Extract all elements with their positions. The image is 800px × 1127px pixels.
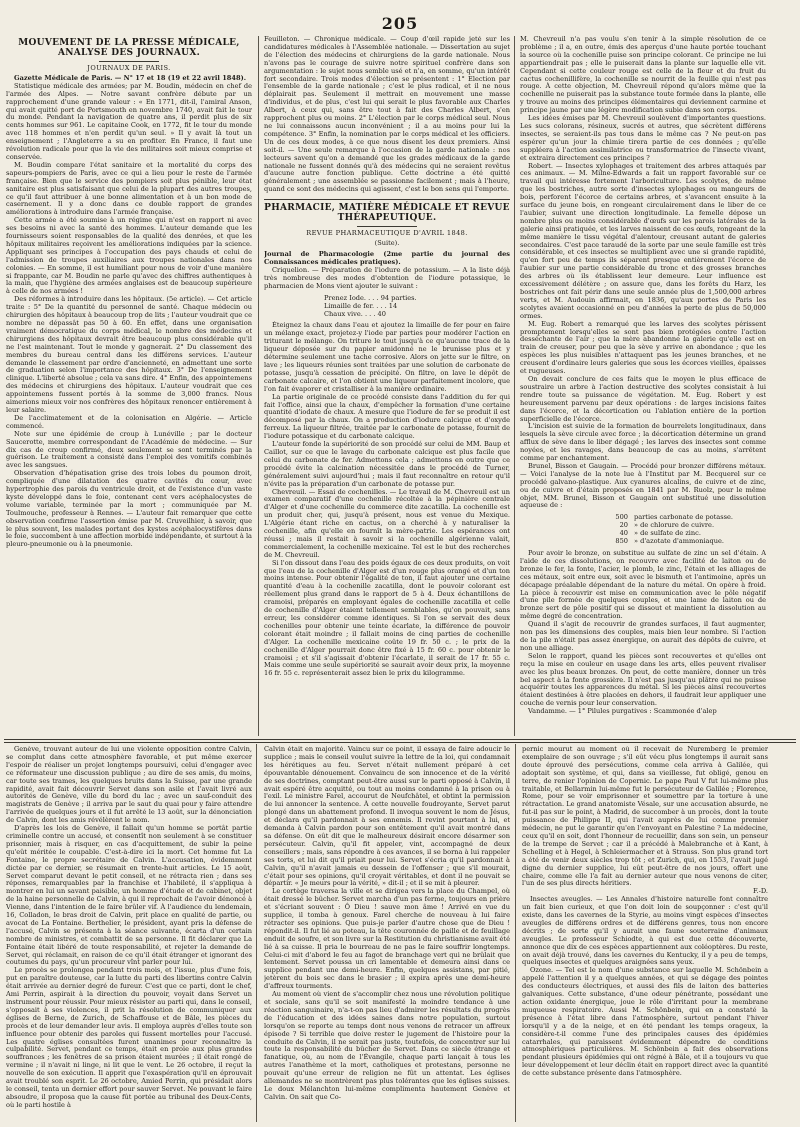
- press-column-2: [264, 36, 510, 736]
- pharmacie-paragraph: L'auteur fonde la supériorité de son procédé sur celui de MM. Baup et Caillot, sur ce que le lavage du carbonate calcique est plus facile que celui du carbonate de fer. Admettons cela ; admettons en outre que ce procédé évite la calcination nécessitée dans le procédé de Turner, généralement suivi aujourd'hui ; mais il faut reconnaître en retour qu'il n'évite pas la préparation d'un carbonate de potasse pur.: [264, 440, 510, 488]
- press-paragraph: Observation d'hépatisation grise des trois lobes du poumon droit, compliquée d'une dilatation des quatre cavités du cœur, avec hypertrophie des parois du ventricule droit, et de l'existence d'un vaste kyste développé dans le foie, contenant cent vers acéphalocystes de volume variable, terminée par la mort ; communiquée par M. Toulmouche, professeur à Rennes. — L'auteur fait remarquer que cette observation confirme l'assertion émise par M. Cruveilhier, à savoir, que le plus souvent, les malades portant des kystes acéphalocystifères dans le foie, succombent à une affection morbide indépendante, et surtout à la pleuro-pneumonie ou à la pneumonie.: [6, 469, 252, 549]
- lower-paragraph: Insectes aveugles. — Les Annales d'histoire naturelle font connaître un fait bien curieux, et que l'on doit loin de soupçonner : c'est qu'il existe, dans les cavernes de la Styrie, au moins vingt espèces d'insectes aveugles de différens ordres et de différens genres, tous non encore décrits ; de sorte qu'il y aurait une faune souterraine d'animaux aveugles. Le professeur Schiodte, à qui est due cette découverte, annonce que dix de ces espèces appartiennent aux coléoptères. Du reste, on avait déjà trouvé, dans les cavernes du Kentucky, il y a peu de temps, quelques insectes et quelques araignées sans yeux.: [522, 895, 768, 967]
- section-rule: [264, 199, 510, 200]
- feuilleton-rule: [4, 739, 796, 740]
- pharmacie-paragraph: Chevreuil. — Essai de cochenilles. — Le travail de M. Chevreuil est un examen comparatif d'une cochenille récoltée à la pépinière centrale d'Alger et d'une cochenille du commerce dite zacatilla. La cochenille est un produit cher, qui, jusqu'à présent, nous est venue du Mexique. L'Algérie étant riche en cactus, on a cherché à y naturaliser la cochenille, afin qu'elle en fournît la mère-patrie. Les espérances ont réussi ; mais il restait à savoir si la cochenille algérienne valait, commercialement, la cochenille mexicaine. Tel est le but des recherches de M. Chevreuil.: [264, 487, 510, 559]
- press-paragraph: Note sur une épidémie de croup à Lunéville ; par le docteur Saucerotte, membre correspondant de l'Académie de médecine. — Sur dix cas de croup confirmé, deux seulement se sont terminés par la guérison. Le traitement a consisté dans l'emploi des vomitifs combinés avec les sangsues.: [6, 429, 252, 470]
- formula-line: 850 » d'azotate d'ammoniaque.: [615, 537, 724, 546]
- press-paragraph: Des réformes à introduire dans les hôpitaux. (5e article). — Cet article traite : 5° De la quantité du personnel de santé. Chaque médecin ou chirurgien des hôpitaux à beaucoup trop de lits ; l'auteur voudrait que ce nombre ne dépassât pas 50 à 60. En effet, dans une organisation vraiment démocratique du corps médical, le nombre des médecins et chirurgiens des hôpitaux devrait être beaucoup plus considérable qu'il ne l'est maintenant. Tout le monde y gagnerait. 2° Du classement des membres du bureau central dans les différens services. L'auteur demande le classement par ordre d'ancienneté, en admettant une sorte de graduation selon l'importance des hôpitaux. 3° De l'enseignement clinique. L'liberté absolue ; cela va sans dire. 4° Enfin, des appointemens des médecins et chirurgiens des hôpitaux. L'auteur voudrait que ces appointemens fussent portés à la somme de 3,000 francs. Nous aimerions mieux voir nos confrères des hôpitaux renoncer entièrement à leur salaire.: [6, 295, 252, 414]
- journal-lead: Journal de Pharmacologie (2me partie du journal des Connaissances médicales pratiques).: [264, 249, 510, 266]
- pharmacie-intro: Criquelion. — Préparation de l'iodure de potassium. — A la liste déjà très nombreuse des modes d'obtention de l'iodure potassique, le pharmacien de Mons vient ajouter le suivant :: [264, 265, 510, 290]
- recipe-line: Limaille de fer. . . . 14: [324, 302, 398, 311]
- press-paragraph: M. Boudin compare l'état sanitaire et la mortalité du corps des sapeurs-pompiers de Paris, avec ce qui a lieu pour le reste de l'armée française. Bien que le service des pompiers soit plus pénible, leur état sanitaire est plus satisfaisant que celui de la plupart des autres troupes, ce qu'il faut attribuer à une bonne alimentation et à un bon mode de casernement. Il y a donc dans ce double rapport de grandes améliorations à introduire dans l'armée française.: [6, 160, 252, 217]
- lower-column-1: [6, 746, 252, 1122]
- recipe-line: Chaux vive. . . . 40: [324, 310, 386, 319]
- column-rule: [515, 744, 516, 1122]
- lower-paragraph: Le cortège traversa la ville et se dirigea vers la place du Champel, où était dressé le bûcher. Servet marcha d'un pas ferme, toujours en prière et s'écriant souvent : Ô Dieu ! sauve mon âme ! Arrivé en vue du supplice, il tomba à genoux. Farel cherche de nouveau à lui faire rétracter ses opinions. Que puis-je parler d'autre chose que de Dieu ! répondit-il. Il fut lié au poteau, la tête couronnée de paille et de feuillage enduit de soufre, et son livre sur la Restitution du christianisme avait été lié à sa cuisse. Il pria le bourreau de ne pas le faire souffrir longtemps. Celui-ci mit d'abord le feu au fagot de branchage vert qui ne brûlait que lentement. Servet poussa un cri lamentable et demeura ainsi dans ce supplice pendant une demi-heure. Enfin, quelques assistans, par pitié, jetèrent du bois sec dans le brasier ; il expira après une demi-heure d'affreux tourments.: [264, 887, 510, 991]
- pharmacie-paragraph: Selon le rapport, quand les pièces sont recouvertes et qu'elles ont reçu la mise en couleur en usage dans les arts, elles peuvent rivaliser avec les plus beaux bronzes. On peut, de cette manière, donner un très bel aspect à la fonte grossière. Il n'est pas jusqu'au plâtre qui ne puisse acquérir toutes les apparences du métal. Si les pièces ainsi recouvertes étaient destinées à être placées en dehors, il faudrait leur appliquer une couche de vernis pour leur conservation.: [520, 651, 766, 708]
- pharmacie-subtitle: REVUE PHARMACEUTIQUE D'AVRIL 1848.: [306, 229, 468, 238]
- press-section-title: MOUVEMENT DE LA PRESSE MÉDICALE, ANALYSE DES JOURNAUX.: [18, 38, 240, 58]
- pharmacie-paragraph: Pour avoir le bronze, on substitue au sulfate de zinc un sel d'étain. A l'aide de ces dissolutions, on recouvre avec facilité de laiton ou de bronze le fer, la fonte, l'acier, le plomb, le zinc, l'étain et les alliages de ces métaux, soit entre eux, soit avec le bismuth et l'antimoine, après un décapage préalable dépendant de la nature du métal. On opère à froid. La pièce à recouvrir est mise en communication avec le pôle négatif d'une pile formée de quelques couples, et une lame de laiton ou de bronze sert de pôle positif qui se dissout et maintient la dissolution au même degré de concentration.: [520, 549, 766, 621]
- formula-line: 500 parties carbonate de potasse.: [615, 513, 733, 522]
- press-paragraph: Feuilleton. — Chronique médicale. — Coup d'œil rapide jeté sur les candidatures médicales à l'Assemblée nationale. — Dissertation au sujet de l'élection des médecins et chirurgiens de la garde nationale. Nous n'avons pas le courage de suivre notre spirituel confrère dans son argumentation : le sujet nous semble usé et n'a, en somme, qu'un intérêt fort secondaire. Trois modes d'élection se présentent : 1° Election par l'ensemble de la garde nationale ; c'est le plus radical, et il ne nous déplairait pas. Seulement il mettrait en mouvement une masse d'individus, et de plus, c'est lui qui serait le plus favorable aux Charles Albert, à ceux qui, sans être tout à fait des Charles Albert, s'en rapprochent plus ou moins. 2° L'élection par le corps médical seul. Nous ne lui connaissons aucun inconvénient ; il a au moins pour lui la compétence. 3° Enfin, la nomination par le corps médical et les officiers. Un de ces deux modes, à ce que nous disent les deux premiers. Ainsi soit-il. — Une seule remarque à l'occasion de la garde nationale : nos lecteurs savent qu'on a demandé que les grades médicaux de la garde nationale ne fussent donnés qu'à des médecins qui ne seraient revêtus d'aucune autre fonction publique. Cette doctrine a été quitté généralement ; une assemblée se passionne facilement ; mais à l'heure, quand ce sont des médecins qui agissent, c'est le bon sens qui l'emporte.: [264, 36, 510, 194]
- gazette-lead: Gazette Médicale de Paris. — N° 17 et 18 (19 et 22 avril 1848).: [14, 73, 246, 82]
- pharmacie-paragraph: Brunel, Bisson et Gaugain. — Procédé pour bronzer différens métaux. — Voici l'analyse de la note lue à l'Institut par M. Becquerel sur ce procédé galvano-plastique. Aux cyanures alcalins, de cuivre et de zinc, ou de cuivre et d'étain proposés en 1841 par M. Ruolz, pour le même objet, MM. Brunel, Bisson et Gaugain ont substitué une dissolution aqueuse de :: [520, 461, 766, 510]
- title-rule: [99, 61, 159, 62]
- lower-paragraph: Calvin était en majorité. Vaincu sur ce point, il essaya de faire adoucir le supplice ; mais le conseil voulut suivre la lettre de la loi, qui condamnait les hérétiques au feu. Servet n'était nullement préparé à cet épouvantable dénouement. Convaincu de son innocence et de la vérité de ses doctrines, comptant peut-être aussi sur le parti opposé à Calvin, il avait espéré être acquitté, ou tout au moins condamné à la prison ou à l'exil. Le ministre Farel, accourut de Neufchâtel, et obtint la permission de lui annoncer la sentence. À cette nouvelle foudroyante, Servet parut plongé dans un abattement profond. Il invoqua souvent le nom de Jésus, et déclara qu'il pardonnait à ses ennemis. Il revint pourtant à lui, et demanda à Calvin pardon pour son entêtement qu'il avait montré dans sa défense. On eût dit que le malheureux désirait encore désarmer son persécuteur. Calvin, qu'il fit appeler, vint, accompagné de deux conseillers ; mais, sans répondre à ces avances, il se borna à lui rappeler ses torts, et lui dit qu'il priait pour lui. Servet s'écria qu'il pardonnait à Calvin, qu'il n'avait jamais eu dessein de l'offenser ; que s'il mourait, c'était pour ses opinions, qu'il croyait véritables, et dont il ne pouvait se départir. « Je meurs pour la vérité, » dit-il ; et il se mit à pleurer.: [264, 746, 510, 888]
- pharmacie-paragraph: M. Chevreuil n'a pas voulu s'en tenir à la simple résolution de ce problème ; il a, en outre, émis des aperçus d'une haute portée touchant la source où la cochenille puise son principe colorant. Ce principe ne lui appartiendrait pas ; elle le puiserait dans la plante sur laquelle elle vit. Cependant si cette couleur rouge est celle de la fleur et du fruit du cactus cochenillifère, la cochenille se nourrit de la feuille qui n'est pas rouge. À cette objection, M. Chevreuil répond qu'alors même que la cochenille ne puiserait pas la substance toute formée dans la plante, elle y trouve au moins des principes élémentaires qui deviennent carmine et principe jaune par une légère modification subie dans son corps.: [520, 36, 766, 115]
- pharmacie-paragraph: L'incision est suivie de la formation de bourrelets longitudinaux, dans lesquels la sève circule avec force ; la décortication détermine un grand afflux de sève dans le liber dégagé ; les larves des insectes sont comme noyées, et les ravages, dans beaucoup de cas au moins, s'arrêtent comme par enchantement.: [520, 422, 766, 463]
- title-rule: [357, 226, 417, 227]
- pharmacie-subtitle-suite: (Suite).: [374, 239, 400, 248]
- recipe-list: [324, 294, 510, 318]
- pharmacie-paragraph: Quand il s'agit de recouvrir de grandes surfaces, il faut augmenter, non pas les dimensions des couples, mais bien leur nombre. Si l'action de la pile n'était pas assez énergique, on aurait des dépôts de cuivre, et non une alliage.: [520, 620, 766, 652]
- pharmacie-paragraph: Vandamme. — 1° Pilules purgatives : Scammonée d'alep: [528, 707, 717, 716]
- lower-column-3: [522, 746, 768, 1122]
- press-paragraph: Cette armée a été soumise à un régime qui n'est en rapport ni avec ses besoins ni avec la santé des hommes. L'auteur demande que les fournisseurs soient responsables de la qualité des denrées, et que les hôpitaux militaires reçoivent les améliorations indiquées par la science. Appliquant ses principes à l'occupation des pays chauds et celui de l'admission de troupes auxiliaires aux troupes nationales dans nos colonies. — En somme, il est humiliant pour nous de voir d'une manière si frappante, car M. Boudin ne parle qu'avec des chiffres authentiques à la main, que l'hygiène des armées anglaises est de beaucoup supérieure à celle de nos armées !: [6, 216, 252, 296]
- pharmacie-paragraph: Éteignez la chaux dans l'eau et ajoutez la limaille de fer pour en faire un mélange exact, projetez-y l'iode par parties pour modérer l'action en triturant le mélange. On triture le tout jusqu'à ce qu'aucune trace de la liqueur déposée sur du papier amidonné ne le brunisse plus et y détermine seulement une tache corrosive. Alors on jette sur le filtre, on lave ; les liqueurs réunies sont traitées par une solution de carbonate de potasse, jusqu'à cessation de précipité. On filtre, on lave le dépôt de carbonate calcaire, et l'on obtient une liqueur parfaitement incolore, que l'on fait évaporer et cristalliser à la manière ordinaire.: [264, 321, 510, 393]
- lower-paragraph: Au moment où vient de s'accomplir chez nous une révolution politique et sociale, sans qu'il se soit manifesté la moindre tendance à une réaction sanguinaire, n'a-t-on pas lieu d'admirer les résultats du progrès de l'éducation et des idées saines dans notre population, surtout lorsqu'on se reporte au temps dont nous venons de retracer un affreux épisode ? Si terrible que doive rester le jugement de l'histoire pour la conduite de Calvin, il ne serait pas juste, toutefois, de concentrer sur lui toute la responsabilité du bûcher de Servet. Dans ce siècle étrange et fanatique, où, au nom de l'Évangile, chaque parti lançait à tous les autres l'anathème et la mort, catholiques et protestans, personne ne pouvait qu'une erreur de religion ne fût un attentat. Les églises allemandes ne se montrèrent pas plus tolérantes que les églises suisses. Le doux Mélanchton lui-même complimenta hautement Genève et Calvin. On sait que Co-: [264, 990, 510, 1101]
- lower-paragraph: Genève, trouvant auteur de lui une violente opposition contre Calvin, se complut dans cette atmosphère favorable, et put même exercer l'espoir de réaliser un projet longtemps poursuivi, celui d'engager avec ce réformateur une discussion publique ; au dire de ses amis, du moins, car toute ses trames, les quelques bruits dans la Suisse, par une grande rapidité, avait fait découvrir Servet dans son asile et l'avait livré aux autorités de Genève, ville du bord du lac ; avec un sauf-conduit des magistrats de Genève ; il arriva par le saut du quai pour y faire attendre l'arrivée de quelques jours et il fut arrêté le 13 août, sur la dénonciation de Calvin, dont les amis révélèrent le nom.: [6, 746, 252, 825]
- formula-line: 40 » de sulfate de zinc.: [619, 529, 701, 538]
- press-paragraph: Statistique médicale des armées; par M. Boudin, médecin en chef de l'armée des Alpes. — Notre savant confrère débute par un rapprochement d'une grande valeur : « En 1771, dit-il, l'amiral Anson, qui avait quitté port de Portsmouth en novembre 1740, avait fait le tour du monde. Pendant la navigation de quatre ans, il perdit plus de six cents hommes sur 961. Le capitaine Cook, en 1772, fit le tour du monde avec 118 hommes et n'en perdit qu'un seul. » Il y avait là tout un enseignement ; l'Angleterre a su en profiter. En France, il faut une révolution radicale pour que la vie des militaires soit mieux comprise et conservée.: [6, 81, 252, 161]
- pharmacie-paragraph: La partie originale de ce procédé consiste dans l'addition du fer qui fait l'office, ainsi que la chaux, d'empêcher la formation d'une certaine quantité d'iodate de chaux. A mesure que l'iodure de fer se produit il est décomposé par la chaux. On a production d'iodure calcique et d'oxyde ferreux. La liqueur filtrée, traitée par le carbonate de potasse, fournit de l'iodure potassique et du carbonate calcique.: [264, 392, 510, 441]
- signature: F.-D.: [752, 887, 768, 896]
- pharmacie-paragraph: M. Eug. Robert a remarqué que les larves des scolytes périssent promptement lorsqu'elles se sont pas bien protégées contre l'action desséchante de l'air ; que la mère abandonne la galerie qu'elle est en train de creuser, pour peu que la sève y arrive en abondance ; que les espèces les plus nuisibles n'attaquent pas les jeunes branches, et ne creusent d'ordinaire leurs galeries que sous les écorces vieilles, épaisses et rugueuses.: [520, 319, 766, 376]
- pharmacie-paragraph: Robert. — Insectes xylophages et traitement des arbres attaqués par ces animaux. — M. Milne-Edwards a fait un rapport favorable sur ce travail qui intéresse fortement l'arboriculture. Les scolytes, de même que les bostriches, autre sorte d'insectes xylophages ou mangeurs de bois, perforent l'écorce de certains arbres, et s'avancent ensuite à la surface du jeune bois, en rongeant circulairement dans le liber de ce l'aubier, suivant une direction longitudinale. La femelle dépose un nombre plus ou moins considérable d'œufs sur les parois latérales de la galerie ainsi pratiquée, et les larves naissent de ces œufs, rongeant de la même manière le tissu végétal d'alentour, creusant autant de galeries secondaires. C'est pace taraudé de la sorte par une seule famille est très considérable, et ces insectes se multiplient avec une si grande rapidité, qu'en fort peu de temps ils séparent presque entièrement l'écorce de l'aubier sur une partie considérable du tronc et des grosses branches des arbres où ils établissent leur demeure. Leur influence est excessivement délétère ; on assure que, dans les forêts du Harz, les bostriches ont fait périr dans une seule année plus de 1,500,000 arbres verts, et M. Audouin affirmait, en 1836, qu'aux portes de Paris les scolytes avaient occasionné en peu d'années la perte de plus de 50,000 ormes.: [520, 161, 766, 320]
- recipe-line: Prenez Iode. . . . 94 parties.: [324, 294, 417, 303]
- lower-paragraph: D'après les lois de Genève, il fallait qu'un homme se portât partie criminelle contre un accusé, et consentît non seulement à se constituer prisonnier, mais à risquer, en cas d'acquittement, de subir la peine qu'eût méritée le coupable. C'est-à-dire ici la mort. Cet homme fut La Fontaine, le propre secrétaire de Calvin. L'accusation, évidemment dictée par ce dernier, se résumait en trente-huit articles. Le 15 août, Servet comparut devant le petit conseil, et ne rétracta rien ; dans ses réponses, remarquables par la franchise et l'habileté, il s'appliqua à montrer en lui un savant paisible, un homme d'étude et de cabinet, objet de la haine personnelle de Calvin, à qui il reprochait de l'avoir dénoncé à Vienne, dans l'intention de le faire brûler vif. À l'audience du lendemain, 16, Colladon, le bras droit de Calvin, prit place en qualité de partie, ou avocat de La Fontaine. Berthelier, le président, ayant pris la défense de l'accusé, Calvin se présenta à la séance suivante, écarta d'un certain nombre de ministres, et combattit de sa personne. Il fit déclarer que La Fontaine était libéré de toute responsabilité, et rejeter la demande de Servet, qui réclamait, en raison de ce qu'il était étranger et ignorant des coutumes du pays, qu'un procureur vînt parler pour lui.: [6, 824, 252, 967]
- pharmacie-paragraph: On devait conclure de ces faits que le moyen le plus efficace de soustraire un arbre à l'action destructive des scolytes consistait à lui rendre toute sa puissance de végétation. M. Eug. Robert y est heureusement parvenu par deux opérations : de larges incisions faites dans l'écorce, et la décortication ou l'ablation entière de la portion superficielle de l'écorce.: [520, 374, 766, 423]
- lower-paragraph: Ozone. — Tel est le nom d'une substance sur laquelle M. Schönbein a appelé l'attention il y a quelques années, et qui se dégage des pointes des conducteurs électriques, et aussi des fils de laiton des batteries galvaniques. Cette substance, d'une odeur pénétrante, possédant une action oxidante énergique, joue le rôle d'irritant pour la membrane muqueuse respiratoire. Aussi M. Schönbein, qui en a constaté la présence à l'état libre dans l'atmosphère, surtout pendant l'hiver lorsqu'il y a de la neige, et en été pendant les temps orageux, la considère-t-il comme l'une des principales causes des épidémies catarrhales, qui paraissent évidemment dépendre de conditions atmosphériques particulières. M. Schönbein a fait des observations pendant plusieurs épidémies qui ont régné à Bâle, et il a toujours vu que leur développement et leur déclin était en rapport direct avec la quantité de cette substance présente dans l'atmosphère.: [522, 966, 768, 1078]
- formula-line: 20 » de chlorure de cuivre.: [619, 521, 715, 530]
- column-rule: [258, 36, 259, 736]
- pharmacie-paragraph: Si l'on dissout dans l'eau des poids égaux de ces deux produits, on voit que l'eau de la cochenille d'Alger est d'un rouge plus orangé et d'un ton moins intense. Pour obtenir l'égalité de ton, il faut ajouter une certaine quantité d'eau à la cochenille zacatilla, dont le pouvoir colorant est réellement plus grand dans le rapport de 5 à 4. Deux échantillons de cramoisi, préparés en employant égales de cochenille zacatilla et celle de cochenille d'Alger étaient tellement semblables, qu'on pouvait, sans erreur, les considérer comme identiques. Si l'on se servait des deux cochenilles pour obtenir une teinte écarlate, la différence de pouvoir colorant était moindre ; il fallait moins de cinq parties de cochenille d'Alger. La cochenille mexicaine coûte 19 fr. 50 c. ; le prix de la cochenille d'Alger pourrait donc être fixé à 15 fr. 60 c. pour obtenir le cramoisi ; et s'il s'agissait d'obtenir l'écarlate, il serait de 17 fr. 55 c. Mais comme une seule supériorité se saurait avoir deux prix, la moyenne 16 fr. 55 c. représenterait assez bien le prix du kilogramme.: [264, 558, 510, 678]
- column-rule: [256, 744, 257, 1122]
- press-column-1: [6, 36, 252, 736]
- press-paragraph: De l'acclimatement et de la colonisation en Algérie. — Article commencé.: [6, 413, 252, 430]
- formula-list: [560, 514, 766, 546]
- lower-paragraph: pernic mourut au moment où il recevait de Nuremberg le premier exemplaire de son ouvrage ; s'il eût vécu plus longtemps il aurait sans doute éprouvé des persécutions, comme cela arriva à Galilée, qui adoptait son système, et qui, dans sa vieillesse, fut obligé, genou en terre, de renier l'opinion de Copernic. Le pape Paul V fut lui-même plus traitable, et Bellarmin lui-même fut le persécuteur de Galilée ; Florence, Rome, pour se voir emprisonner et soumettre par la torture à une rétractation. Le grand anatomiste Vésale, sur une accusation absurde, ne fut-il pas sur le point, à Madrid, de succomber à un procès, dont la toute puissance de Philippe II, qui l'avait auprès de lui comme premier médecin, ne put le garantir qu'en l'envoyant en Palestine ? La médecine, ceux qu'il en soit, dont l'honneur de recueillir, dans son sein, un penseur de la trempe de Servet ; car il a précédé à Malebranche et à Kant, à Schelling et à Hegel, à Schleiermacher et à Strauss. Son plus grand tort a été de venir deux siècles trop tôt ; et Zurich, qui, en 1553, l'avait jugé digne du dernier supplice, lui eût peut-être de nos jours, offert une chaire, comme elle l'a fait au dernier auteur que nous venons de citer, l'un de ses plus directs héritiers.: [522, 746, 768, 888]
- feuilleton-rule-thin: [4, 742, 796, 743]
- press-section-subtitle: JOURNAUX DE PARIS.: [87, 64, 171, 72]
- lower-column-2: [264, 746, 510, 1122]
- column-rule: [514, 36, 515, 736]
- pharmacie-paragraph: Les idées émises par M. Chevreuil soulèvent d'importantes questions. Les sucs colorans, résineux, sucrés et autres, que sécrètent différens insectes, se seraient-ils pas tous dans le même cas ? Ne peut-on pas espérer qu'un jour la chimie tirera partie de ces données ; qu'elle suppléera à l'action assimilatrice ou transformatrice de l'insecte vivant, et extraira directement ces principes ?: [520, 114, 766, 162]
- lower-paragraph: Le procès se prolongea pendant trois mois, et l'issue, plus d'une fois, put en paraître douteuse, car la lutte du parti des libertins contre Calvin était arrivée au dernier degré de fureur. C'est que ce parti, dont le chef, Ami Perrin, aspirait à la direction du pouvoir, voyait dans Servet un instrument pour réussir. Pour mieux résister au parti qui, dans le conseil, s'opposait à ses violences, il prit la résolution de communiquer aux églises de Berne, de Zurich, de Schaffouse et de Bâle, les pièces du procès et de leur demander leur avis. Il employa auprès d'elles toute son influence pour obtenir des paroles qui fussent mortelles pour l'accusé. Les quatre églises consultées furent unanimes pour reconnaître la culpabilité. Servet, pendant ce temps, était en proie aux plus grandes souffrances ; les fenêtres de sa prison étaient murées ; il était rongé de vermine ; il n'avait ni linge, ni lit que le vent. Le 26 octobre, il reçut la nouvelle de son exécution. Il apprit que l'exaspération qu'il en éprouvait avait troublé son esprit. Le 26 octobre, Amied Perrin, qui présidait alors le conseil, tenta un dernier effort pour sauver Servet. Ne pouvant le faire absoudre, il proposa que la cause fût portée au tribunal des Deux-Cents, où le parti hostile à: [6, 966, 252, 1109]
- page-number: 205: [381, 14, 419, 33]
- pharmacie-column-3: [520, 36, 766, 736]
- pharmacie-section-title: PHARMACIE, MATIÈRE MÉDICALE ET REVUE THÉRAPEUTIQUE.: [264, 203, 510, 224]
